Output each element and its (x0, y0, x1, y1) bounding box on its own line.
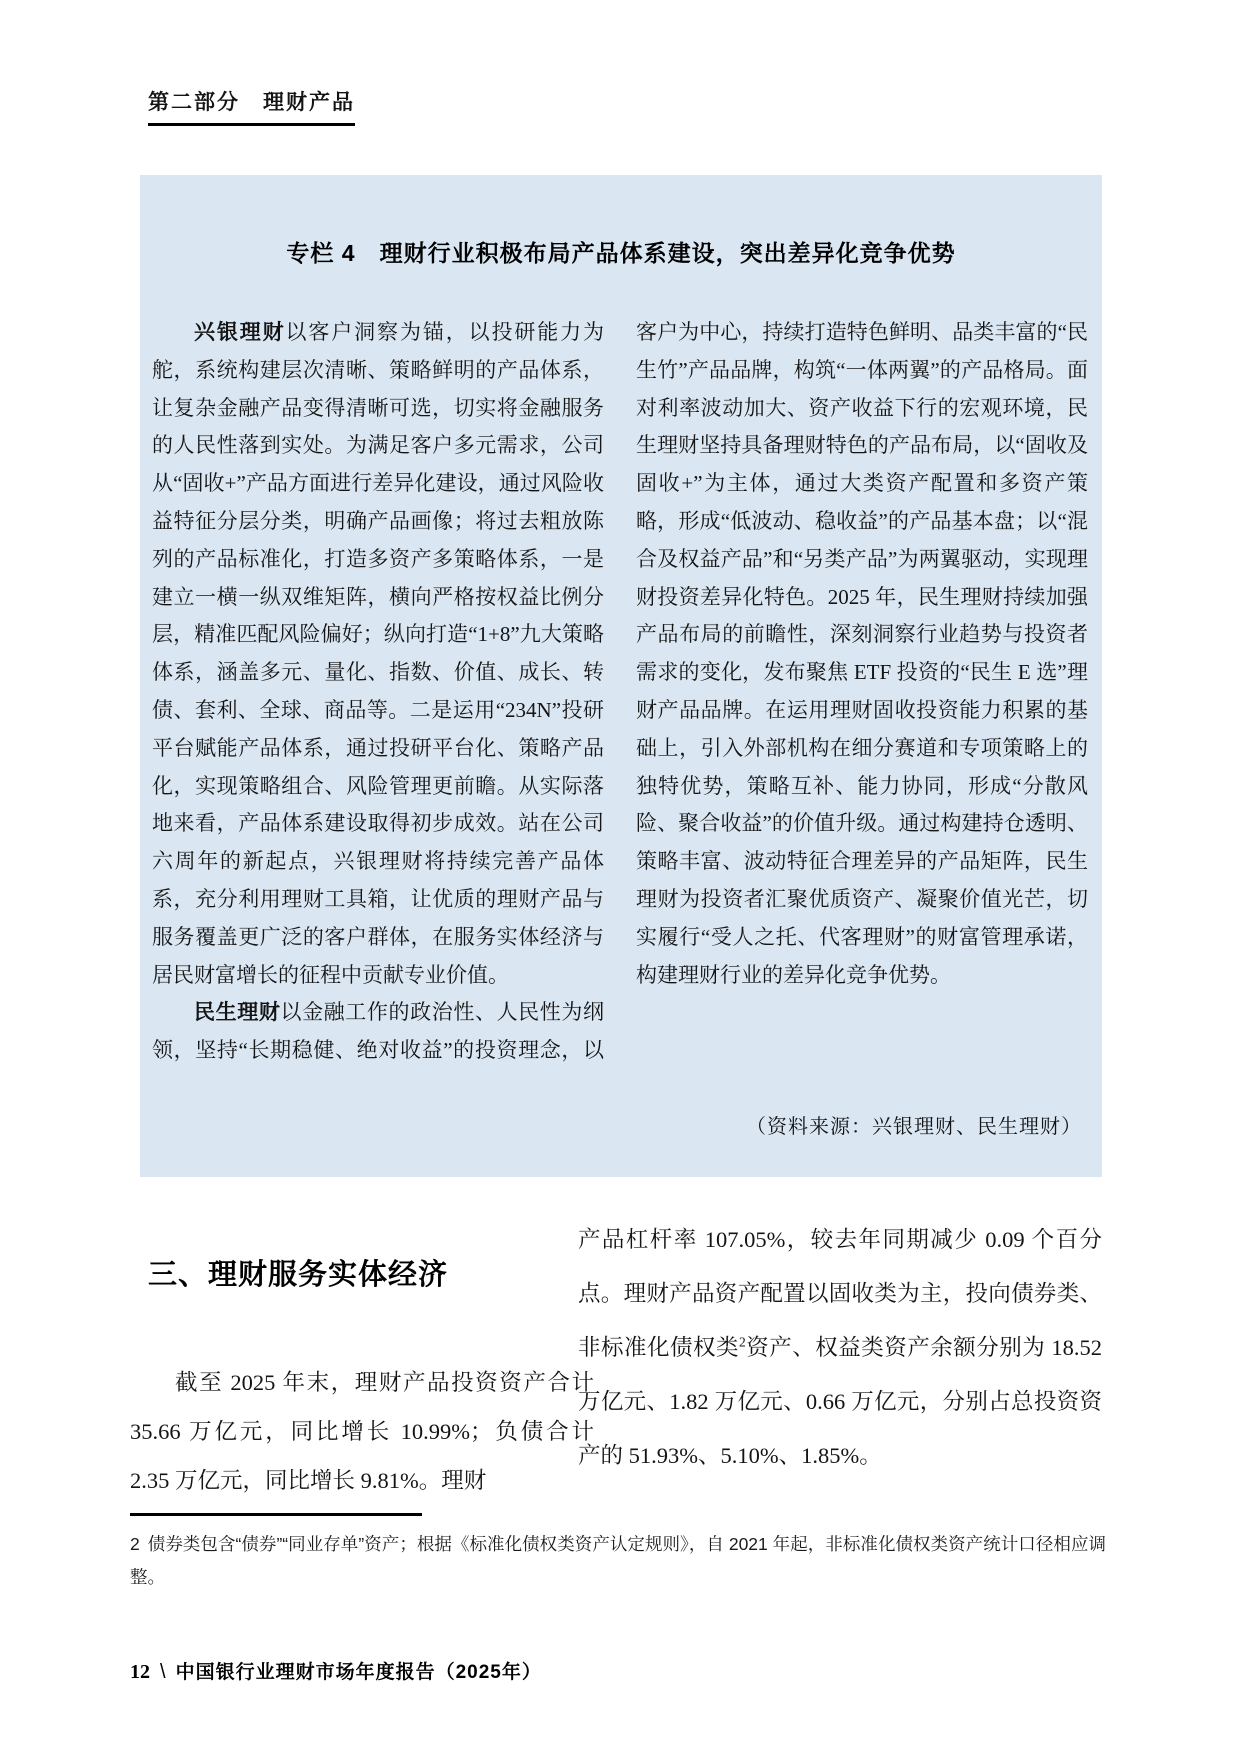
footnote-reference: 2 (739, 1334, 746, 1350)
column-box (140, 175, 1102, 1177)
footnote-marker: 2 (130, 1534, 140, 1554)
body-right-column (578, 1213, 1102, 1483)
column-box-body (152, 314, 1088, 1070)
box-paragraph-xingyin (152, 314, 604, 994)
body-right-text-part1: 产品杠杆率 107.05%，较去年同期减少 0.09 个百分点。理财产品资产配置以固收类为主，投向债券类、非标准化债权类 (578, 1227, 1102, 1360)
footnote-text: 债券类包含“债券”“同业存单”资产；根据《标准化债权类资产认定规则》，自 2021 年起，非标准化债权类资产统计口径相应调整。 (130, 1534, 1106, 1587)
box-paragraph-minsheng-lead: 民生理财 (194, 1000, 281, 1025)
body-right-text-part2: 资产、权益类资产余额分别为 18.52 万亿元、1.82 万亿元、0.66 万亿元，分别占总投资资产的 51.93%、5.10%、1.85%。 (578, 1335, 1102, 1468)
box-paragraph-xingyin-text: 以客户洞察为锚，以投研能力为舵，系统构建层次清晰、策略鲜明的产品体系，让复杂金融产品变得清晰可选，切实将金融服务的人民性落到实处。为满足客户多元需求，公司从“固收+”产品方面进行差异化建设，通过风险收益特征分层分类，明确产品画像；将过去粗放陈列的产品标准化，打造多资产多策略体系，一是建立一横一纵双维矩阵，横向严格按权益比例分层，精准匹配风险偏好；纵向打造“1+8”九大策略体系，涵盖多元、量化、指数、价值、成长、转债、套利、全球、商品等。二是运用“234N”投研平台赋能产品体系，通过投研平台化、策略产品化，实现策略组合、风险管理更前瞻。从实际落地来看，产品体系建设取得初步成效。站在公司六周年的新起点，兴银理财将持续完善产品体系，充分利用理财工具箱，让优质的理财产品与服务覆盖更广泛的客户群体，在服务实体经济与居民财富增长的征程中贡献专业价值。 (152, 320, 605, 987)
body-right-paragraph (578, 1213, 1102, 1483)
column-box-title: 专栏 4 理财行业积极布局产品体系建设，突出差异化竞争优势 (286, 240, 956, 266)
body-left-paragraph: 截至 2025 年末，理财产品投资资产合计 35.66 万亿元，同比增长 10.99%；负债合计 2.35 万亿元，同比增长 9.81%。理财 (130, 1370, 594, 1493)
report-title: 中国银行业理财市场年度报告（2025年） (175, 1662, 542, 1683)
running-header: 第二部分 理财产品 (148, 86, 355, 126)
page-footer (130, 1657, 542, 1684)
box-paragraph-minsheng-text: 以金融工作的政治性、人民性为纲领，坚持“长期稳健、绝对收益”的投资理念，以客户为中心，持续打造特色鲜明、品类丰富的“民生竹”产品品牌，构筑“一体两翼”的产品格局。面对利率波动加大、资产收益下行的宏观环境，民生理财坚持具备理财特色的产品布局，以“固收及固收+”为主体，通过大类资产配置和多资产策略，形成“低波动、稳收益”的产品基本盘；以“混合及权益产品”和“另类产品”为两翼驱动，实现理财投资差异化特色。2025 年，民生理财持续加强产品布局的前瞻性，深刻洞察行业趋势与投资者需求的变化，发布聚焦 ETF 投资的“民生 E 选”理财产品品牌。在运用理财固收投资能力积累的基础上，引入外部机构在细分赛道和专项策略上的独特优势，策略互补、能力协同，形成“分散风险、聚合收益”的价值升级。通过构建持仓透明、策略丰富、波动特征合理差异的产品矩阵，民生理财为投资者汇聚优质资产、凝聚价值光芒，切实履行“受人之托、代客理财”的财富管理承诺，构建理财行业的差异化竞争优势。 (152, 320, 1088, 1063)
source-attribution: （资料来源：兴银理财、民生理财） (746, 1116, 1082, 1138)
page-number: 12 (130, 1661, 150, 1683)
box-paragraph-xingyin-lead: 兴银理财 (194, 320, 286, 344)
body-left-column (130, 1358, 594, 1505)
section-heading: 三、理财服务实体经济 (148, 1259, 449, 1291)
footnote-separator (130, 1513, 422, 1516)
footer-separator: \ (160, 1661, 166, 1683)
footnote (130, 1528, 1106, 1594)
